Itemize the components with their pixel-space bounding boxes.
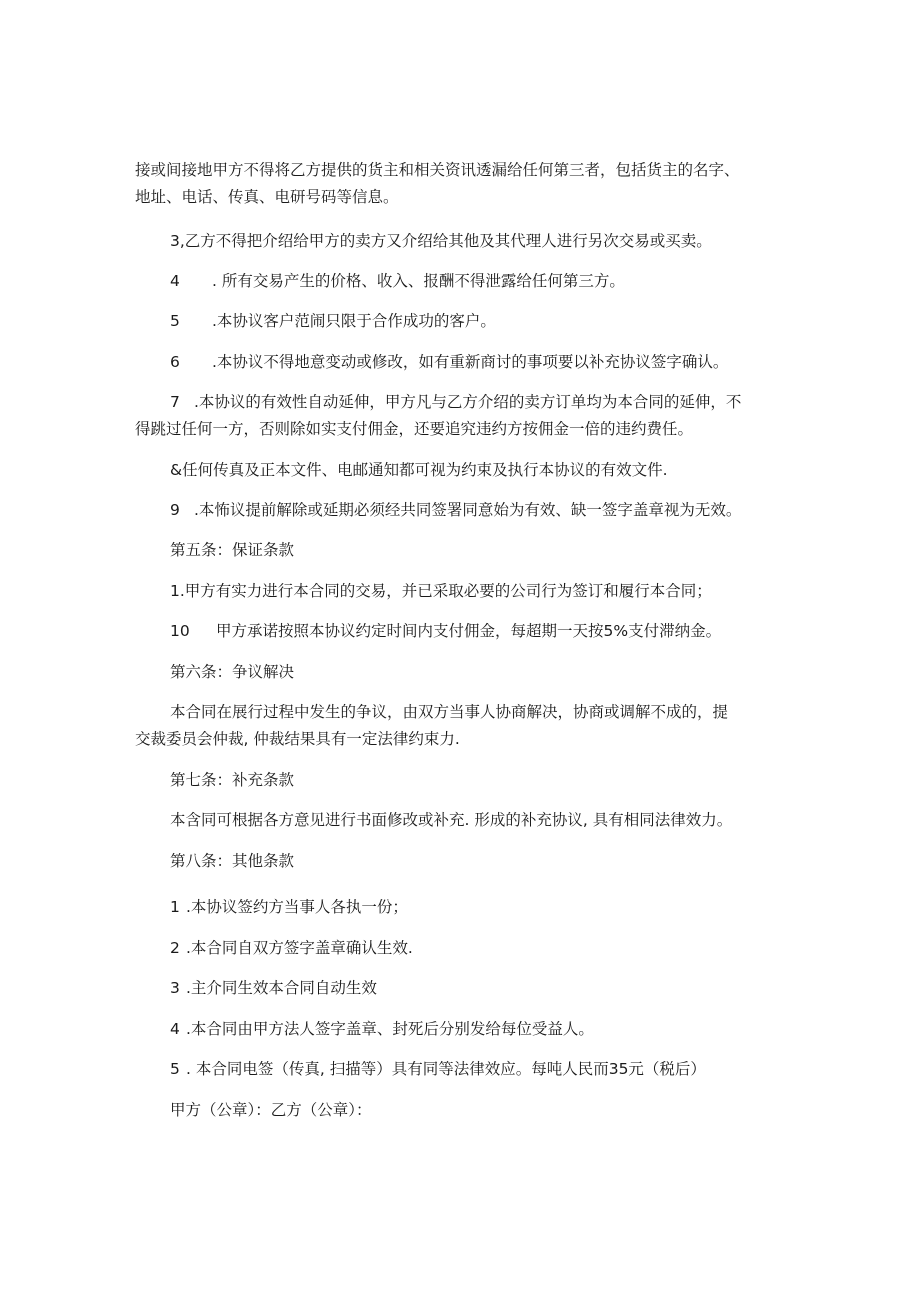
paragraph-text: 本含同可根据各方意见进行书面修改或补充. 形成的补充协议, 具有相同法律效力。 [170, 811, 733, 829]
section-heading-text: 第八条：其他条款 [170, 852, 295, 870]
paragraph-text: 交裁委员会仲裁, 仲裁结果具有一定法律约束力. [135, 730, 460, 748]
paragraph-text: 3,乙方不得把介绍给甲方的卖方又介绍给其他及其代理人进行另次交易或买卖。 [170, 232, 712, 250]
numbered-item [170, 1056, 830, 1083]
section-heading [170, 659, 830, 686]
item-text: 甲方承诺按照本协议约定时间内支付佣金，每超期一天按5%支付滞纳金。 [216, 622, 722, 640]
paragraph-line [135, 184, 795, 211]
section-heading [170, 767, 830, 794]
signature-line [170, 1097, 830, 1124]
numbered-item [170, 349, 830, 376]
paragraph-text: 1.甲方有实力进行本合同的交易，并已采取必要的公司行为签订和履行本合同； [170, 582, 712, 600]
item-number: 4 [170, 1020, 180, 1038]
section-heading [170, 537, 830, 564]
item-text: . 所有交易产生的价格、收入、报酬不得泄露给任何第三方。 [212, 272, 625, 290]
paragraph-line [135, 726, 795, 753]
numbered-item [170, 497, 830, 524]
item-text: .主介同生效本合同自动生效 [186, 979, 377, 997]
numbered-item [170, 618, 830, 645]
numbered-item [170, 1016, 830, 1043]
numbered-item [170, 268, 830, 295]
numbered-item [170, 935, 830, 962]
item-number: 5 [170, 312, 180, 330]
item-number: 9 [170, 501, 180, 519]
item-number: 3 [170, 979, 180, 997]
signature-text: 甲方（公章）：乙方（公章）： [170, 1101, 372, 1119]
numbered-item [170, 389, 795, 416]
paragraph-text: 接或间接地甲方不得将乙方提供的货主和相关资讯透漏给任何第三者，包括货主的名字、 [135, 161, 740, 179]
item-text: .本怖议提前解除或延期必须经共同签署同意始为有效、缺一签字盖章视为无效。 [194, 501, 742, 519]
item-number: 1 [170, 898, 180, 916]
paragraph-text: 地址、电话、传真、电研号码等信息。 [135, 188, 399, 206]
item-text: .本协议客户范闹只限于合作成功的客户。 [212, 312, 496, 330]
item-number: 6 [170, 353, 180, 371]
numbered-item [170, 975, 830, 1002]
paragraph-line [170, 807, 830, 834]
item-text: .本合同由甲方法人签字盖章、封死后分别发给每位受益人。 [186, 1020, 594, 1038]
item-number: 10 [170, 622, 190, 640]
paragraph-text: 得跳过任何一方，否则除如实支付佣金，还要追究违约方按佣金一倍的违约费任。 [135, 420, 694, 438]
paragraph-text: 本合同在展行过程中发生的争议，由双方当事人协商解决，协商或调解不成的，提 [170, 703, 729, 721]
numbered-item [170, 894, 830, 921]
section-heading-text: 第五条：保证条款 [170, 541, 295, 559]
paragraph-line [135, 416, 795, 443]
numbered-item [170, 308, 830, 335]
section-heading [170, 848, 830, 875]
item-text: .本协议不得地意变动或修改，如有重新商讨的事项要以补充协议签字确认。 [212, 353, 729, 371]
item-number: 7 [170, 393, 180, 411]
paragraph-line [170, 228, 830, 255]
item-text: .本协议的有效性自动延伸，甲方凡与乙方介绍的卖方订单均为本合同的延伸，不 [194, 393, 742, 411]
item-text: .本协议签约方当事人各执一份； [186, 898, 408, 916]
paragraph-line [170, 699, 795, 726]
item-text: .本合同自双方签字盖章确认生效. [186, 939, 413, 957]
section-heading-text: 第六条：争议解决 [170, 663, 295, 681]
paragraph-line [170, 578, 830, 605]
paragraph-text: &任何传真及正本文件、电邮通知都可视为约束及执行本协议的有效文件. [170, 461, 668, 479]
item-number: 2 [170, 939, 180, 957]
item-number: 4 [170, 272, 180, 290]
paragraph-line [135, 157, 795, 184]
section-heading-text: 第七条：补充条款 [170, 771, 295, 789]
item-text: . 本合同电签（传真, 扫描等）具有同等法律效应。每吨人民而35元（税后） [186, 1060, 706, 1078]
paragraph-line [170, 457, 830, 484]
item-number: 5 [170, 1060, 180, 1078]
